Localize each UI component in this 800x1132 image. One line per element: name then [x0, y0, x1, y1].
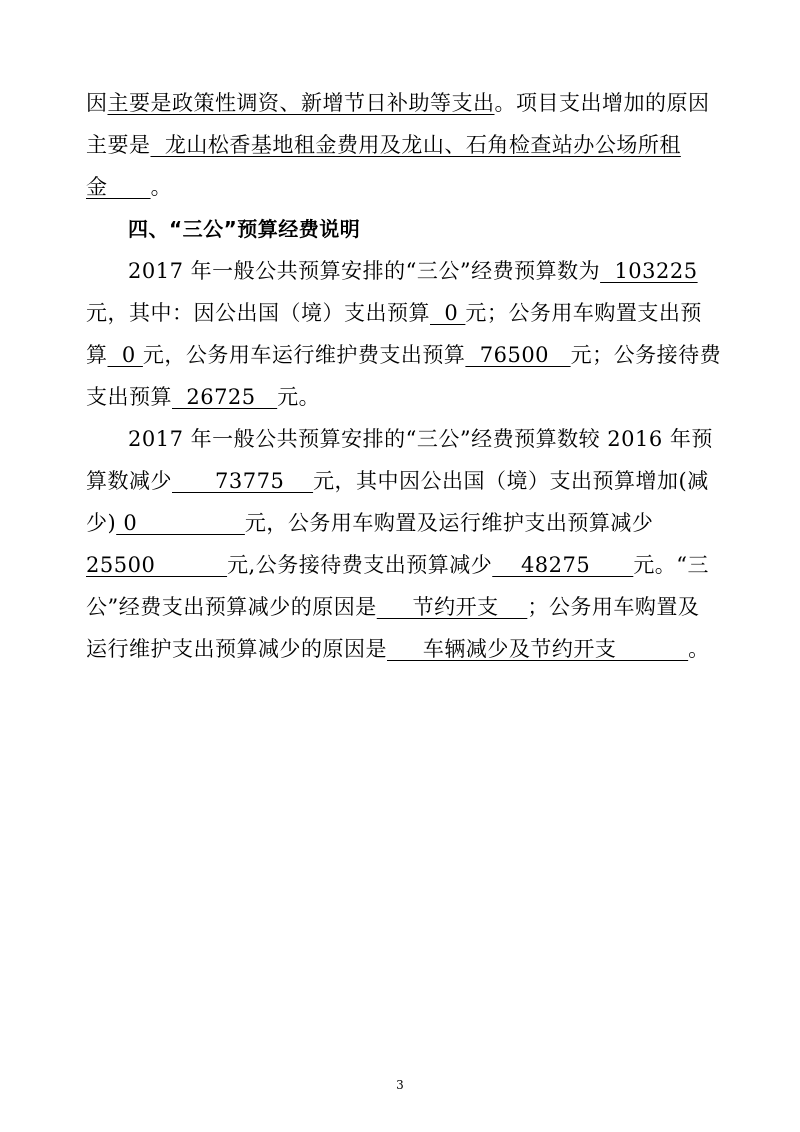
- text: 少): [86, 511, 117, 535]
- section-heading: 四、“三公”预算经费说明: [128, 217, 361, 241]
- underlined-value: 76500: [465, 343, 571, 367]
- paragraph-line: [86, 298, 736, 328]
- text: 。项目支出增加的原因: [494, 91, 710, 115]
- paragraph-line: [86, 88, 736, 118]
- paragraph-line: [86, 466, 736, 496]
- underlined-value: 48275: [492, 553, 634, 577]
- underlined-text: 主要是政策性调资、新增节日补助等支出: [107, 91, 495, 115]
- underlined-text: 金: [86, 175, 151, 199]
- paragraph-line: [86, 172, 736, 202]
- underlined-value: 73775: [172, 469, 314, 493]
- paragraph-line: [86, 382, 736, 412]
- text: 支出预算: [86, 385, 172, 409]
- text: 元，公务用车购置及运行维护支出预算减少: [244, 511, 654, 535]
- underlined-value: 26725: [172, 385, 278, 409]
- text: 元；公务用车购置支出预: [465, 301, 702, 325]
- paragraph-line: [86, 508, 736, 538]
- underlined-value: 0: [430, 301, 466, 325]
- text: 元。“三: [633, 553, 710, 577]
- paragraph-line: [128, 256, 778, 286]
- underlined-value: 103225: [600, 259, 698, 283]
- paragraph-line: [86, 592, 736, 622]
- text: 元，其中：因公出国（境）支出预算: [86, 301, 430, 325]
- page-number: 3: [396, 1078, 404, 1092]
- text: 。: [688, 637, 710, 661]
- paragraph-line: [86, 130, 736, 160]
- text: 运行维护支出预算减少的原因是: [86, 637, 387, 661]
- text: 。: [150, 175, 173, 199]
- text: 元。: [277, 385, 321, 409]
- paragraph-line: [86, 340, 736, 370]
- text: 算数减少: [86, 469, 172, 493]
- text: 元,公务接待费支出预算减少: [227, 553, 493, 577]
- text: 公”经费支出预算减少的原因是: [86, 595, 377, 619]
- underlined-value: 25500: [86, 553, 228, 577]
- underlined-text: 车辆减少及节约开支: [387, 637, 689, 661]
- text: 2017 年一般公共预算安排的“三公”经费预算数为: [128, 259, 601, 283]
- paragraph-line: [86, 634, 736, 664]
- text: 元，其中因公出国（境）支出预算增加(减: [313, 469, 709, 493]
- underlined-text: 龙山松香基地租金费用及龙山、石角检查站办公场所租: [150, 133, 681, 157]
- text: 算: [86, 343, 108, 367]
- text: ；公务用车购置及: [527, 595, 700, 619]
- underlined-value: 0: [107, 343, 143, 367]
- text: 主要是: [86, 133, 151, 157]
- underlined-value: 0: [116, 511, 245, 535]
- underlined-text: 节约开支: [376, 595, 528, 619]
- paragraph-line: [86, 550, 736, 580]
- paragraph-line: 2017 年一般公共预算安排的“三公”经费预算数较 2016 年预: [128, 427, 713, 451]
- text: 因: [86, 91, 108, 115]
- text: 元，公务用车运行维护费支出预算: [142, 343, 466, 367]
- text: 元；公务接待费: [570, 343, 722, 367]
